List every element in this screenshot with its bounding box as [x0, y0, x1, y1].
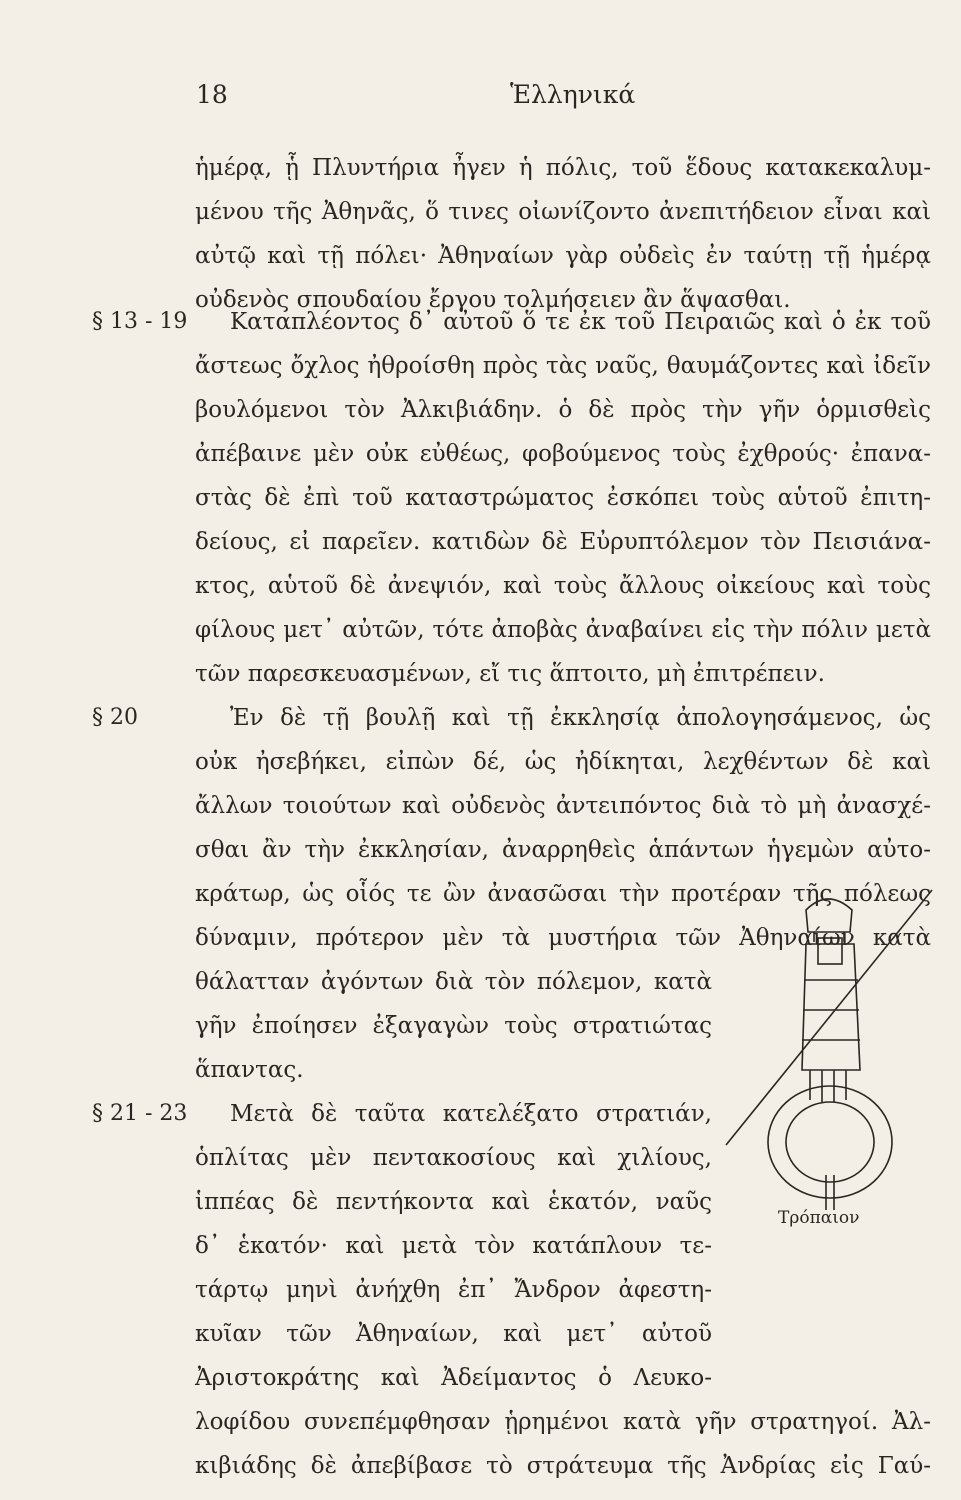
figure-caption: Τρόπαιον [778, 1208, 860, 1228]
text-line: Ἐν δὲ τῇ βουλῇ καὶ τῇ ἐκκλησίᾳ ἀπολογησάμενος, ὡς [230, 705, 931, 731]
text-line: λοφίδου συνεπέμφθησαν ᾑρημένοι κατὰ γῆν στρατηγοί. Ἀλ- [195, 1409, 931, 1435]
text-line: σθαι ἂν τὴν ἐκκλησίαν, ἀναρρηθεὶς ἁπάντων ἡγεμὼν αὐτο- [195, 837, 931, 863]
armour-body [802, 944, 860, 1070]
text-line: μένου τῆς Ἀθηνᾶς, ὅ τινες οἰωνίζοντο ἀνεπιτήδειον εἶναι καὶ [195, 199, 931, 225]
text-line: ἄλλων τοιούτων καὶ οὐδενὸς ἀντειπόντος διὰ τὸ μὴ ἀνασχέ- [195, 793, 931, 819]
text-line: ἱππέας δὲ πεντήκοντα καὶ ἑκατόν, ναῦς [195, 1189, 712, 1215]
section-marker: § 21 - 23 [92, 1101, 188, 1126]
text-line: ἀπέβαινε μὲν οὐκ εὐθέως, φοβούμενος τοὺς ἐχθρούς· ἐπανα- [195, 441, 931, 467]
text-line: ἅπαντας. [195, 1057, 304, 1083]
text-line: κτος, αὑτοῦ δὲ ἀνεψιόν, καὶ τοὺς ἄλλους οἰκείους καὶ τοὺς [195, 573, 931, 599]
text-line: φίλους μετ᾽ αὐτῶν, τότε ἀποβὰς ἀναβαίνει εἰς τὴν πόλιν μετὰ [195, 617, 931, 643]
text-line: κιβιάδης δὲ ἀπεβίβασε τὸ στράτευμα τῆς Ἀνδρίας εἰς Γαύ- [195, 1453, 931, 1479]
shield-small [818, 938, 842, 964]
text-line: κράτωρ, ὡς οἷός τε ὢν ἀνασῶσαι τὴν προτέραν τῆς πόλεως [195, 881, 931, 907]
text-line: αὐτῷ καὶ τῇ πόλει· Ἀθηναίων γὰρ οὐδεὶς ἐν ταύτῃ τῇ ἡμέρᾳ [195, 243, 931, 269]
section-marker: § 20 [92, 705, 138, 730]
text-line: κυῖαν τῶν Ἀθηναίων, καὶ μετ᾽ αὐτοῦ [195, 1321, 712, 1347]
text-line: δ᾽ ἑκατόν· καὶ μετὰ τὸν κατάπλουν τε- [195, 1233, 712, 1259]
section-marker: § 13 - 19 [92, 309, 188, 334]
text-line: οὐκ ἠσεβήκει, εἰπὼν δέ, ὡς ἠδίκηται, λεχθέντων δὲ καὶ [195, 749, 931, 775]
text-line: θάλατταν ἀγόντων διὰ τὸν πόλεμον, κατὰ [195, 969, 712, 995]
text-line: Μετὰ δὲ ταῦτα κατελέξατο στρατιάν, [230, 1101, 712, 1127]
page-number: 18 [196, 80, 228, 109]
text-line: Ἀριστοκράτης καὶ Ἀδείμαντος ὁ Λευκο- [195, 1365, 712, 1391]
text-line: ἄστεως ὄχλος ἠθροίσθη πρὸς τὰς ναῦς, θαυμάζοντες καὶ ἰδεῖν [195, 353, 931, 379]
text-line: ὁπλίτας μὲν πεντακοσίους καὶ χιλίους, [195, 1145, 712, 1171]
text-line: στὰς δὲ ἐπὶ τοῦ καταστρώματος ἐσκόπει τοὺς αὑτοῦ ἐπιτη- [195, 485, 931, 511]
text-line: τῶν παρεσκευασμένων, εἴ τις ἅπτοιτο, μὴ ἐπιτρέπειν. [195, 661, 825, 687]
running-head: Ἑλληνικά [510, 80, 636, 109]
text-line: βουλόμενοι τὸν Ἀλκιβιάδην. ὁ δὲ πρὸς τὴν γῆν ὁρμισθεὶς [195, 397, 931, 423]
text-line: ἡμέρᾳ, ᾗ Πλυντήρια ἦγεν ἡ πόλις, τοῦ ἕδους κατακεκαλυμ- [195, 155, 931, 181]
text-line: γῆν ἐποίησεν ἐξαγαγὼν τοὺς στρατιώτας [195, 1013, 712, 1039]
spear [726, 890, 932, 1145]
text-line: δύναμιν, πρότερον μὲν τὰ μυστήρια τῶν Ἀθηναίων κατὰ [195, 925, 931, 951]
helmet [806, 899, 852, 932]
text-line: δείους, εἰ παρεῖεν. κατιδὼν δὲ Εὐρυπτόλεμον τὸν Πεισιάνα- [195, 529, 931, 555]
text-line: οὐδενὸς σπουδαίου ἔργου τολμήσειεν ἂν ἅψασθαι. [195, 287, 791, 313]
text-line: Καταπλέοντος δ᾽ αὐτοῦ ὅ τε ἐκ τοῦ Πειραιῶς καὶ ὁ ἐκ τοῦ [230, 309, 931, 335]
trophy-illustration [718, 880, 938, 1220]
text-line: τάρτῳ μηνὶ ἀνήχθη ἐπ᾽ Ἄνδρον ἀφεστη- [195, 1277, 712, 1303]
